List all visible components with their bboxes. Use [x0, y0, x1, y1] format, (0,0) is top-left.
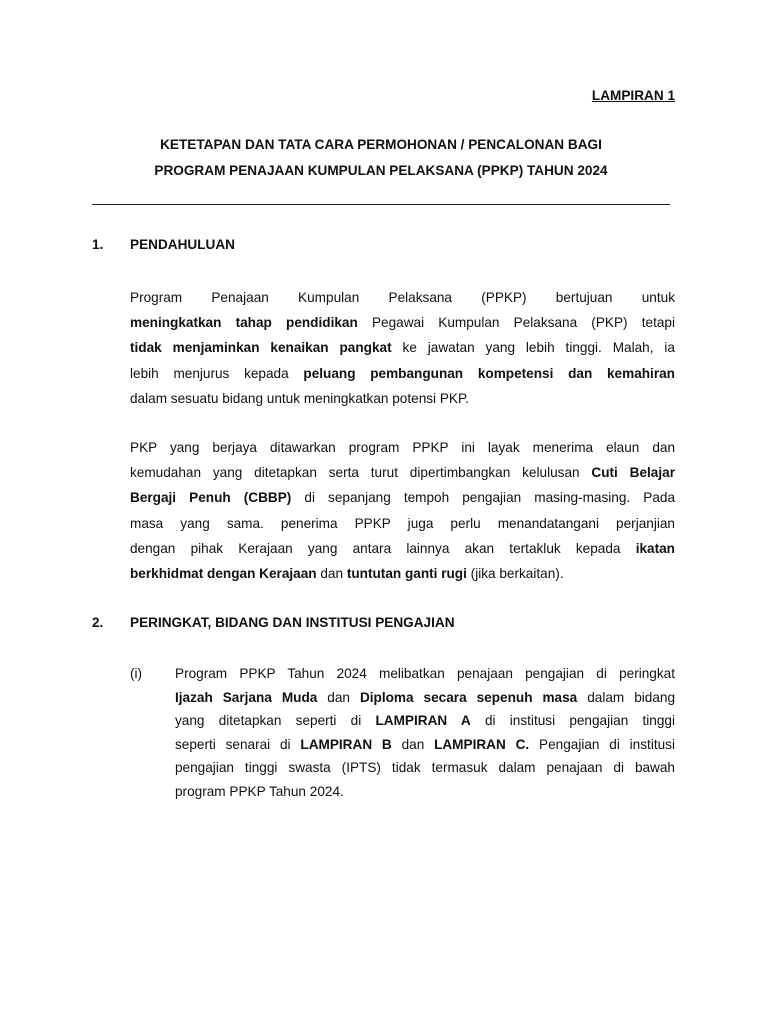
text-run: Program PPKP Tahun 2024 melibatkan penajaan pengajian di peringkat — [175, 666, 675, 681]
text-run: pengajian tinggi swasta (IPTS) tidak termasuk dalam penajaan di bawah — [175, 760, 675, 775]
text-run: dalam sesuatu bidang untuk meningkatkan potensi PKP. — [130, 390, 470, 406]
bold-text-run: berkhidmat dengan Kerajaan — [130, 566, 317, 582]
section-2-number: 2. — [92, 615, 104, 630]
bold-text-run: tuntutan ganti rugi — [346, 566, 467, 582]
text-line — [130, 536, 675, 561]
item-i-number: (i) — [130, 666, 143, 681]
text-line — [175, 780, 675, 804]
section-2-title: PERINGKAT, BIDANG DAN INSTITUSI PENGAJIAN — [130, 615, 455, 630]
bold-text-run: Bergaji Penuh (CBBP) — [130, 490, 292, 506]
text-run: dan — [316, 566, 347, 582]
bold-text-run: Diploma secara sepenuh masa — [359, 689, 578, 705]
bold-text-run: LAMPIRAN B — [300, 736, 392, 752]
document-title-line-1: KETETAPAN DAN TATA CARA PERMOHONAN / PENCALONAN BAGI — [160, 137, 602, 152]
text-run: Pegawai Kumpulan Pelaksana (PKP) tetapi — [357, 315, 675, 331]
bold-text-run: ikatan — [635, 540, 675, 556]
bold-text-run: LAMPIRAN C. — [434, 736, 530, 752]
text-line — [175, 733, 675, 757]
text-run: (jika berkaitan). — [466, 566, 564, 582]
section-2-item-i-text — [175, 662, 675, 803]
text-line — [130, 335, 675, 360]
section-1-title: PENDAHULUAN — [130, 237, 235, 252]
section-1-number: 1. — [92, 237, 104, 252]
text-run: kemudahan yang ditetapkan serta turut dipertimbangkan kelulusan — [130, 465, 592, 481]
document-title-line-2: PROGRAM PENAJAAN KUMPULAN PELAKSANA (PPKP) TAHUN 2024 — [154, 163, 608, 178]
section-1-heading — [92, 237, 235, 252]
text-run: masa yang sama. penerima PPKP juga perlu menandatangani perjanjian — [130, 515, 675, 531]
text-run: dan — [317, 689, 360, 705]
text-line — [130, 511, 675, 536]
text-run: Program Penajaan Kumpulan Pelaksana (PPKP) bertujuan untuk — [130, 290, 675, 305]
title-divider — [92, 204, 670, 205]
text-run: di institusi pengajian tinggi — [470, 713, 675, 728]
text-line — [130, 386, 675, 411]
text-run: yang ditetapkan seperti di — [175, 713, 376, 728]
text-line — [130, 285, 675, 310]
text-line — [175, 686, 675, 710]
text-line — [130, 460, 675, 485]
text-run: dalam bidang — [577, 689, 676, 705]
bold-text-run: Ijazah Sarjana Muda — [175, 689, 318, 705]
text-run: dengan pihak Kerajaan yang antara lainnya akan tertakluk kepada — [130, 540, 636, 556]
bold-text-run: tidak menjaminkan kenaikan pangkat — [130, 340, 392, 356]
bold-text-run: meningkatkan tahap pendidikan — [130, 315, 358, 331]
text-run: ke jawatan yang lebih tinggi. Malah, ia — [391, 340, 675, 356]
text-line — [130, 361, 675, 386]
bold-text-run: Cuti Belajar — [591, 465, 675, 481]
text-line — [130, 485, 675, 510]
text-run: PKP yang berjaya ditawarkan program PPKP ini layak menerima elaun dan — [130, 440, 675, 455]
text-run: seperti senarai di — [175, 736, 301, 752]
text-line — [130, 561, 675, 586]
section-1-paragraph-1 — [130, 285, 675, 411]
text-line — [130, 310, 675, 335]
bold-text-run: LAMPIRAN A — [375, 713, 471, 728]
lampiran-label: LAMPIRAN 1 — [591, 88, 675, 103]
text-run: program PPKP Tahun 2024. — [175, 783, 344, 799]
section-2-heading — [92, 615, 455, 630]
bold-text-run: peluang pembangunan kompetensi dan kemahiran — [303, 365, 675, 381]
text-run: lebih menjurus kepada — [130, 365, 304, 381]
text-line — [175, 709, 675, 733]
text-line — [130, 435, 675, 460]
text-run: Pengajian di institusi — [529, 736, 675, 752]
text-line — [175, 756, 675, 780]
text-run: di sepanjang tempoh pengajian masing-masing. Pada — [291, 490, 676, 506]
text-line — [175, 662, 675, 686]
section-1-paragraph-2 — [130, 435, 675, 586]
text-run: dan — [391, 736, 435, 752]
